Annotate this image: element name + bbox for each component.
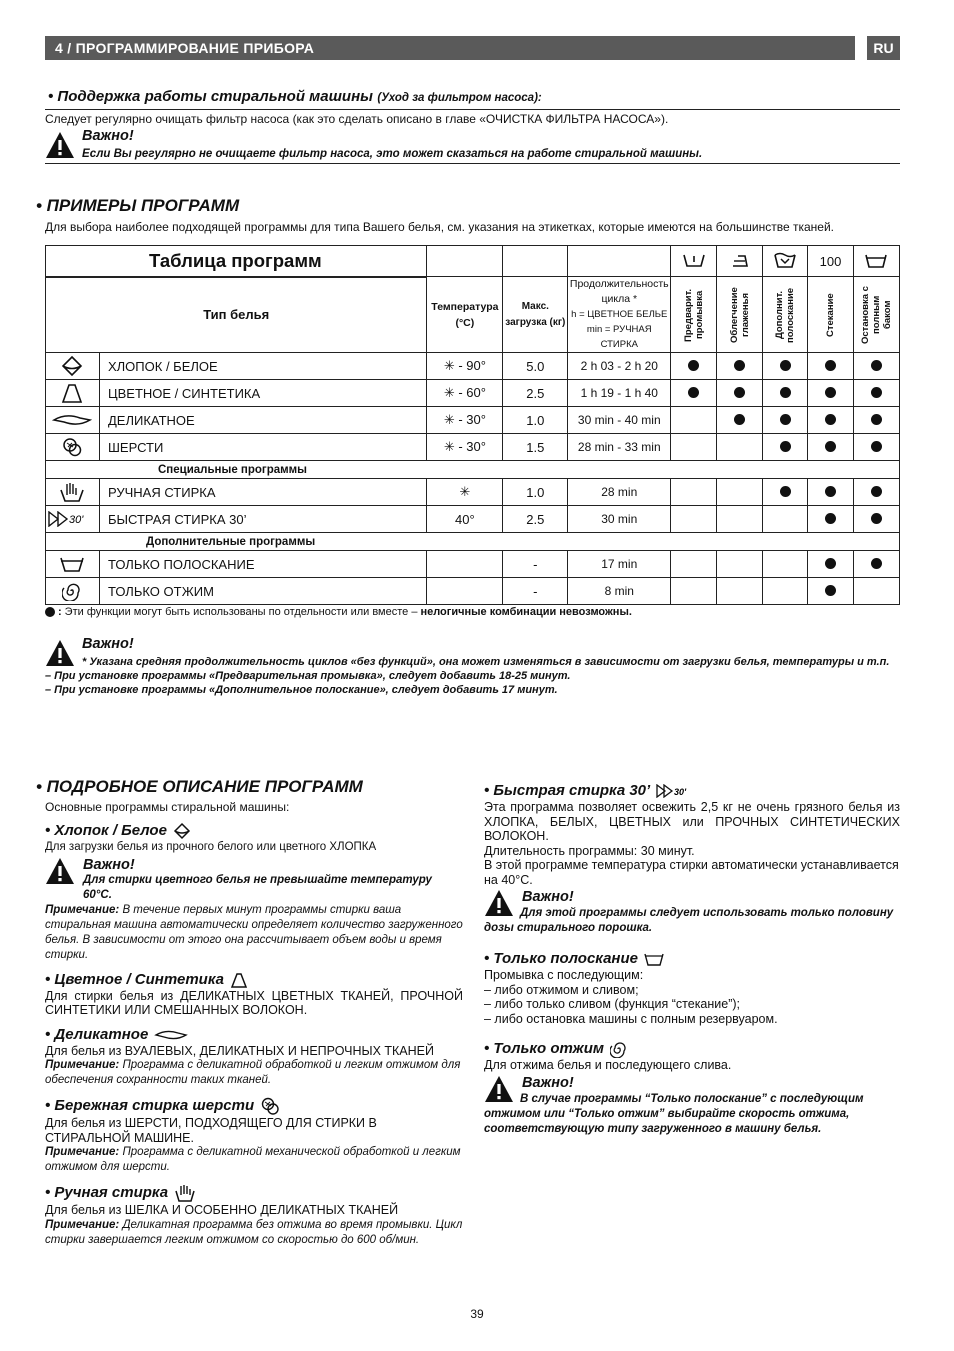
table-title: Таблица программ: [149, 249, 322, 271]
header-extra-rinse: Дополнит. полоскание: [763, 277, 808, 353]
program-temperature: 40°: [427, 506, 503, 533]
synthetic-title: • Цветное / Синтетика: [45, 971, 463, 989]
option-prewash: [671, 380, 717, 407]
header-prewash: Предварит. промывка: [671, 277, 717, 353]
delicate-icon: [154, 1028, 188, 1042]
warning-icon: [45, 857, 75, 885]
program-name: БЫСТРАЯ СТИРКА 30’: [99, 506, 426, 533]
section-header: 4 / ПРОГРАММИРОВАНИЕ ПРИБОРА: [45, 36, 855, 60]
program-load: 1.0: [503, 479, 568, 506]
filter-heading: • Поддержка работы стиральной машины (Уход за фильтром насоса):: [48, 88, 542, 105]
quick-title: • Быстрая стирка 30’ 30': [484, 782, 900, 800]
table-row: [46, 551, 900, 578]
dot-icon: [825, 513, 836, 524]
spin-icon: [46, 578, 100, 605]
warning-line-2: – При установке программы «Предварительная промывка», следует добавить 18-25 минут.: [45, 670, 571, 682]
dot-icon: [780, 441, 791, 452]
dot-icon: [825, 486, 836, 497]
warning-icon: [484, 889, 514, 917]
option-prewash: [671, 434, 717, 461]
option-stop-full: [853, 506, 899, 533]
dot-icon: [825, 585, 836, 596]
program-name: ТОЛЬКО ПОЛОСКАНИЕ: [99, 551, 426, 578]
handwash-icon: [174, 1183, 196, 1203]
warning-line-1: * Указана средняя продолжительность циклов «без функций», она может изменяться в зависимости от загрузки белья, температуры и т.п.: [82, 656, 890, 668]
header-drain: Стекание: [808, 277, 854, 353]
table-title-cell: [46, 246, 427, 277]
spin-icon: [610, 1040, 628, 1058]
quick-text-3: В этой программе температура стирки автоматически устанавливается на 40°C.: [484, 858, 899, 887]
header-stop-full: Остановка с полным баком: [853, 277, 899, 353]
dot-icon: [45, 607, 55, 617]
quick30-icon: [46, 506, 100, 533]
details-right-column: [484, 776, 900, 1137]
header-temperature: Температура (°C): [427, 277, 503, 353]
warning-text: Если Вы регулярно не очищаете фильтр насоса, это может сказаться на работе стиральной машины.: [82, 148, 703, 160]
handwash-title: • Ручная стирка: [45, 1183, 463, 1203]
cotton-icon: [173, 822, 191, 840]
quick30-icon: [656, 784, 692, 798]
table-row: [46, 578, 900, 605]
extra-rinse-symbol-icon: [763, 246, 808, 277]
header-duration: Продолжительность цикла * h = ЦВЕТНОЕ БЕЛЬЕ min = РУЧНАЯ СТИРКА: [568, 277, 671, 353]
dot-icon: [871, 387, 882, 398]
table-row: [46, 353, 900, 380]
wool-icon: [46, 434, 100, 461]
program-name: ХЛОПОК / БЕЛОЕ: [99, 353, 426, 380]
program-load: 2.5: [503, 506, 568, 533]
rinse-text-3: – либо только сливом (функция “стекание”);: [484, 997, 741, 1011]
option-extra-rinse: [763, 353, 808, 380]
section-extra: Дополнительные программы: [46, 533, 900, 551]
svg-text:30': 30': [69, 514, 84, 526]
divider: [45, 109, 900, 110]
dot-icon: [871, 513, 882, 524]
synthetic-text: Для стирки белья из ДЕЛИКАТНЫХ ЦВЕТНЫХ ТКАНЕЙ, ПРОЧНОЙ СИНТЕТИКИ ИЛИ СМЕШАННЫХ ВОЛОКОН.: [45, 988, 463, 1017]
dot-icon: [871, 441, 882, 452]
spin-text: Для отжима белья и последующего слива.: [484, 1058, 732, 1072]
handwash-note: Примечание: Деликатная программа без отжима во время промывки. Цикл стирки завершается легким отжимом со скоростью до 600 об/мин.: [45, 1218, 463, 1246]
option-stop-full: [853, 578, 899, 605]
details-intro: Основные программы стиральной машины:: [45, 800, 290, 814]
examples-intro: Для выбора наиболее подходящей программы для типа Вашего белья, см. указания на этикетках, которые имеются на большинстве тканей.: [45, 220, 834, 234]
page-number: 39: [470, 1307, 484, 1321]
option-easy-iron: [717, 578, 763, 605]
cotton-icon: [46, 353, 100, 380]
dot-icon: [825, 441, 836, 452]
warning-icon: [45, 639, 75, 667]
rinse-text-2: – либо отжимом и сливом;: [484, 982, 639, 997]
program-load: 2.5: [503, 380, 568, 407]
wool-note: Примечание: Программа с деликатной механической обработкой и легким отжимом для шерсти.: [45, 1146, 461, 1173]
dot-icon: [780, 387, 791, 398]
rinse-icon: [46, 551, 100, 578]
option-extra-rinse: [763, 407, 808, 434]
program-duration: 2 h 03 - 2 h 20: [568, 353, 671, 380]
option-easy-iron: [717, 380, 763, 407]
dot-icon: [871, 414, 882, 425]
dot-icon: [688, 387, 699, 398]
header-easy-iron: Облегчение глаженья: [717, 277, 763, 353]
program-duration: 1 h 19 - 1 h 40: [568, 380, 671, 407]
easy-iron-symbol-icon: [717, 246, 763, 277]
option-stop-full: [853, 479, 899, 506]
program-name: РУЧНАЯ СТИРКА: [99, 479, 426, 506]
option-drain: [808, 353, 854, 380]
wool-icon: [260, 1096, 280, 1116]
delicate-icon: [46, 407, 100, 434]
option-extra-rinse: [763, 479, 808, 506]
warning-icon: [484, 1075, 514, 1103]
dot-icon: [825, 387, 836, 398]
divider: [45, 163, 900, 164]
dot-icon: [871, 558, 882, 569]
svg-text:30': 30': [674, 787, 687, 797]
header-max-load: Макс. загрузка (кг): [503, 277, 568, 353]
spin-warning: Важно!: [484, 1075, 900, 1103]
details-heading: • ПОДРОБНОЕ ОПИСАНИЕ ПРОГРАММ: [36, 777, 363, 796]
language-badge: RU: [867, 36, 900, 60]
dot-icon: [734, 387, 745, 398]
synthetic-icon: [230, 971, 248, 989]
delicate-title: • Деликатное: [45, 1026, 463, 1044]
option-stop-full: [853, 407, 899, 434]
warning-line-3: – При установке программы «Дополнительное полоскание», следует добавить 17 минут.: [45, 684, 558, 696]
option-drain: [808, 551, 854, 578]
option-extra-rinse: [763, 380, 808, 407]
dot-icon: [780, 414, 791, 425]
option-drain: [808, 434, 854, 461]
delicate-text: Для белья из ВУАЛЕВЫХ, ДЕЛИКАТНЫХ И НЕПРОЧНЫХ ТКАНЕЙ: [45, 1043, 434, 1058]
program-duration: 30 min: [568, 506, 671, 533]
wool-title: • Бережная стирка шерсти: [45, 1096, 463, 1116]
dot-icon: [688, 360, 699, 371]
handwash-icon: [46, 479, 100, 506]
option-easy-iron: [717, 353, 763, 380]
warning-icon: [45, 131, 75, 159]
option-extra-rinse: [763, 434, 808, 461]
option-drain: [808, 506, 854, 533]
option-prewash: [671, 407, 717, 434]
prewash-symbol-icon: [671, 246, 717, 277]
filter-text: Следует регулярно очищать фильтр насоса (как это сделать описано в главе «ОЧИСТКА ФИЛЬТРА НАСОСА»).: [45, 112, 669, 126]
cotton-warning: Важно! Для стирки цветного белья не превышайте температуру 60°C.: [45, 857, 463, 903]
program-load: 1.5: [503, 434, 568, 461]
cotton-note: Примечание: В течение первых минут программы стирки ваша стиральная машина автоматически определяет количество загруженного белья. В зависимости от этого она рассчитывает объем воды и время стирки.: [45, 903, 463, 961]
dot-icon: [780, 360, 791, 371]
quick-text-1: Эта программа позволяет освежить 2,5 кг не очень грязного белья из ХЛОПКА, БЕЛЫХ, ЦВЕТНЫХ или ПРОЧНЫХ СИНТЕТИЧЕСКИХ ВОЛОКОН.: [484, 800, 900, 843]
table-col-100: 100: [808, 246, 854, 277]
rinse-icon: [644, 952, 664, 966]
rinse-title: • Только полоскание: [484, 950, 900, 968]
option-drain: [808, 578, 854, 605]
quick-text-2: Длительность программы: 30 минут.: [484, 843, 695, 858]
program-temperature: [427, 578, 503, 605]
cotton-title: • Хлопок / Белое: [45, 822, 463, 840]
option-drain: [808, 479, 854, 506]
option-extra-rinse: [763, 578, 808, 605]
table-row: [46, 407, 900, 434]
option-prewash: [671, 353, 717, 380]
program-temperature: ✳ - 60°: [427, 380, 503, 407]
section-special: Специальные программы: [46, 461, 900, 479]
option-prewash: [671, 578, 717, 605]
quick-warning: Важно!: [484, 889, 900, 917]
option-stop-full: [853, 380, 899, 407]
delicate-note: Примечание: Программа с деликатной обработкой и легким отжимом для обеспечения сохранности таких тканей.: [45, 1059, 461, 1086]
dot-icon: [825, 360, 836, 371]
program-duration: 30 min - 40 min: [568, 407, 671, 434]
table-row: [46, 506, 900, 533]
cotton-text: Для загрузки белья из прочного белого или цветного ХЛОПКА: [45, 841, 377, 853]
option-drain: [808, 380, 854, 407]
dot-icon: [825, 414, 836, 425]
table-row: [46, 434, 900, 461]
program-temperature: ✳: [427, 479, 503, 506]
option-prewash: [671, 551, 717, 578]
option-easy-iron: [717, 434, 763, 461]
program-duration: 8 min: [568, 578, 671, 605]
warning-title: Важно!: [82, 636, 134, 652]
program-name: ДЕЛИКАТНОЕ: [99, 407, 426, 434]
program-name: ТОЛЬКО ОТЖИМ: [99, 578, 426, 605]
details-left-column: [45, 816, 463, 1248]
dot-icon: [734, 414, 745, 425]
program-temperature: ✳ - 30°: [427, 407, 503, 434]
option-easy-iron: [717, 551, 763, 578]
handwash-text: Для белья из ШЕЛКА И ОСОБЕННО ДЕЛИКАТНЫХ ТКАНЕЙ: [45, 1203, 399, 1217]
option-easy-iron: [717, 479, 763, 506]
program-duration: 17 min: [568, 551, 671, 578]
program-name: ШЕРСТИ: [99, 434, 426, 461]
program-duration: 28 min - 33 min: [568, 434, 671, 461]
warning-title: Важно!: [82, 128, 134, 144]
option-drain: [808, 407, 854, 434]
rinse-text-4: – либо остановка машины с полным резервуаром.: [484, 1011, 778, 1026]
dot-icon: [871, 486, 882, 497]
option-stop-full: [853, 551, 899, 578]
program-load: 5.0: [503, 353, 568, 380]
spin-warning-text: В случае программы “Только полоскание” с последующим отжимом или “Только отжим” выбирайте скорость отжима, соответствующую типу загруженного в машину белья.: [484, 1092, 864, 1135]
option-prewash: [671, 479, 717, 506]
synthetic-icon: [46, 380, 100, 407]
program-load: -: [503, 551, 568, 578]
dot-icon: [780, 486, 791, 497]
table-row: [46, 380, 900, 407]
program-table: [45, 245, 900, 605]
stop-full-symbol-icon: [853, 246, 899, 277]
header-type: Тип белья: [46, 277, 427, 353]
option-extra-rinse: [763, 506, 808, 533]
spin-title: • Только отжим: [484, 1040, 900, 1058]
examples-heading: • ПРИМЕРЫ ПРОГРАММ: [36, 196, 240, 215]
option-prewash: [671, 506, 717, 533]
program-temperature: ✳ - 90°: [427, 353, 503, 380]
option-easy-iron: [717, 407, 763, 434]
dot-icon: [734, 360, 745, 371]
program-duration: 28 min: [568, 479, 671, 506]
option-extra-rinse: [763, 551, 808, 578]
option-stop-full: [853, 434, 899, 461]
table-row: [46, 479, 900, 506]
option-stop-full: [853, 353, 899, 380]
program-name: ЦВЕТНОЕ / СИНТЕТИКА: [99, 380, 426, 407]
table-legend: : Эти функции могут быть использованы по отдельности или вместе – нелогичные комбинации невозможны.: [45, 606, 632, 618]
rinse-text-1: Промывка с последующим:: [484, 968, 644, 982]
dot-icon: [825, 558, 836, 569]
program-load: -: [503, 578, 568, 605]
program-temperature: [427, 551, 503, 578]
program-temperature: ✳ - 30°: [427, 434, 503, 461]
wool-text: Для белья из ШЕРСТИ, ПОДХОДЯЩЕГО ДЛЯ СТИРКИ В СТИРАЛЬНОЙ МАШИНЕ.: [45, 1116, 377, 1145]
quick-warning-text: Для этой программы следует использовать только половину дозы стирального порошка.: [484, 907, 894, 934]
option-easy-iron: [717, 506, 763, 533]
program-load: 1.0: [503, 407, 568, 434]
dot-icon: [871, 360, 882, 371]
